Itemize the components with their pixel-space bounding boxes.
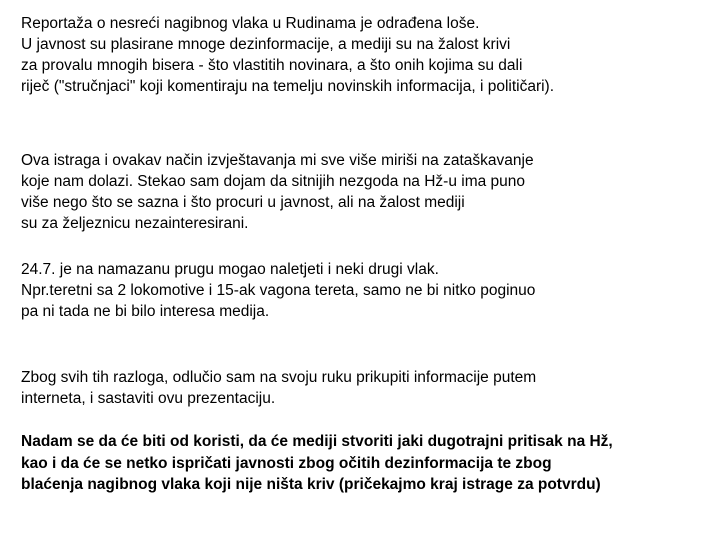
text-line: Ova istraga i ovakav način izvještavanja mi sve više miriši na zataškavanje bbox=[21, 152, 534, 169]
text-line: riječ ("stručnjaci" koji komentiraju na temelju novinskih informacija, i političari). bbox=[21, 78, 555, 95]
text-line: koje nam dolazi. Stekao sam dojam da sitnijih nezgoda na Hž-u ima puno bbox=[21, 173, 526, 190]
paragraph-motivation bbox=[21, 367, 536, 409]
text-line: Nadam se da će biti od koristi, da će mediji stvoriti jaki dugotrajni pritisak na Hž, bbox=[21, 433, 613, 450]
text-line: Npr.teretni sa 2 lokomotive i 15-ak vagona tereta, samo ne bi nitko poginuo bbox=[21, 282, 536, 299]
paragraph-conclusion-bold bbox=[21, 431, 613, 496]
paragraph-investigation bbox=[21, 150, 534, 234]
text-line: su za željeznicu nezainteresirani. bbox=[21, 215, 249, 232]
paragraph-report-criticism bbox=[21, 13, 554, 97]
text-line: Reportaža o nesreći nagibnog vlaka u Rudinama je odrađena loše. bbox=[21, 15, 480, 32]
text-line: U javnost su plasirane mnoge dezinformacije, a mediji su na žalost krivi bbox=[21, 36, 511, 53]
text-line: kao i da će se netko ispričati javnosti zbog očitih dezinformacija te zbog bbox=[21, 454, 552, 472]
text-line: za provalu mnogih bisera - što vlastitih novinara, a što onih kojima su dali bbox=[21, 57, 523, 74]
paragraph-date-incident bbox=[21, 259, 535, 322]
text-line: Zbog svih tih razloga, odlučio sam na svoju ruku prikupiti informacije putem bbox=[21, 369, 537, 386]
text-line: blaćenja nagibnog vlaka koji nije ništa kriv (pričekajmo kraj istrage za potvrdu) bbox=[21, 476, 601, 493]
text-line: više nego što se sazna i što procuri u javnost, ali na žalost mediji bbox=[21, 194, 465, 211]
text-line: 24.7. je na namazanu prugu mogao naletjeti i neki drugi vlak. bbox=[21, 261, 439, 278]
text-line: interneta, i sastaviti ovu prezentaciju. bbox=[21, 390, 276, 407]
text-line: pa ni tada ne bi bilo interesa medija. bbox=[21, 303, 270, 320]
